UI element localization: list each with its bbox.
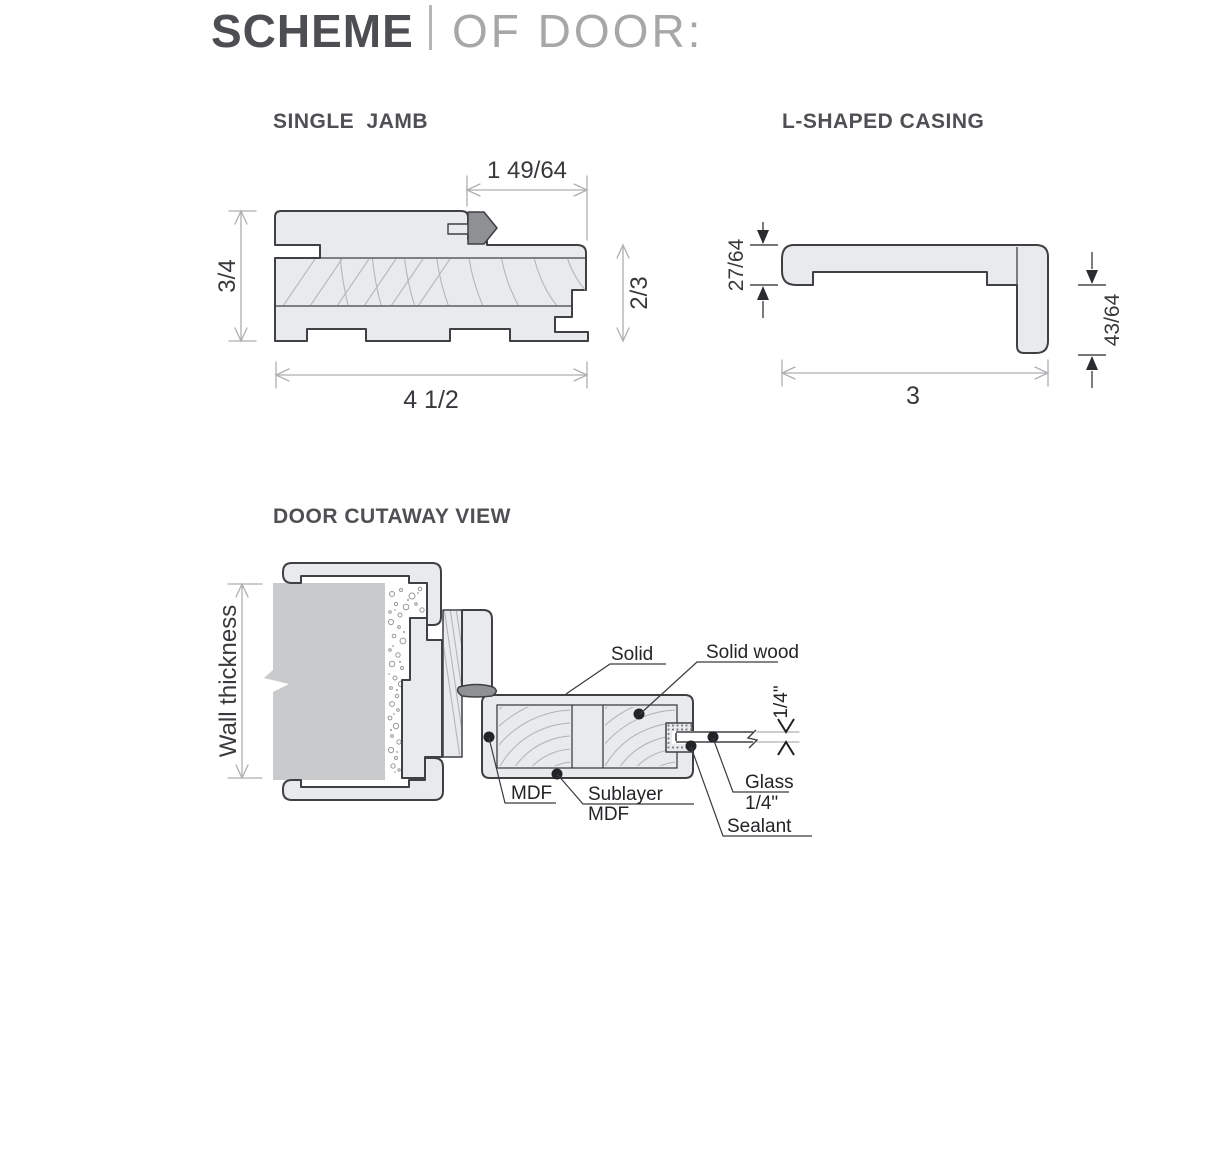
title-separator-bar xyxy=(429,5,432,50)
casing-dim-bottom xyxy=(782,360,1048,410)
l-casing-profile xyxy=(782,245,1048,353)
label-glass-line2: 1/4" xyxy=(745,793,779,814)
jamb-dim-bottom-value: 4 1/2 xyxy=(403,386,459,414)
casing-dim-left-value: 27/64 xyxy=(725,238,748,292)
label-sublayer-line2: MDF xyxy=(588,804,630,825)
page-title-primary: SCHEME xyxy=(211,5,414,57)
solid-wood-anchor-dot xyxy=(634,709,645,720)
single-jamb-heading: SINGLE JAMB xyxy=(273,110,429,133)
jamb-dim-right-value: 2/3 xyxy=(626,276,653,310)
wall-block xyxy=(264,583,385,780)
casing-dim-right xyxy=(1078,252,1124,388)
mdf-anchor-dot xyxy=(484,732,495,743)
l-casing-section xyxy=(725,110,1124,410)
sealant-anchor-dot xyxy=(686,741,697,752)
wall-thickness-dim xyxy=(215,584,262,778)
label-sublayer-line1: Sublayer xyxy=(588,784,663,805)
label-solid-wood: Solid wood xyxy=(706,642,799,663)
casing-dim-left xyxy=(725,222,778,318)
label-mdf: MDF xyxy=(511,783,553,804)
casing-dim-bottom-value: 3 xyxy=(906,382,920,410)
cutaway-section xyxy=(215,505,812,932)
jamb-seal xyxy=(468,212,497,244)
jamb-dim-top-value: 1 49/64 xyxy=(486,157,568,184)
jamb-body xyxy=(402,618,442,778)
seal-groove-tab xyxy=(448,224,470,234)
cutaway-heading: DOOR CUTAWAY VIEW xyxy=(273,505,511,528)
jamb-dim-left-value: 3/4 xyxy=(214,259,241,293)
casing-dim-right-value: 43/64 xyxy=(1101,293,1124,347)
weatherstrip-seal xyxy=(458,685,497,698)
label-glass-line1: Glass xyxy=(745,772,794,793)
jamb-dim-left xyxy=(214,211,256,341)
label-sealant: Sealant xyxy=(727,816,792,837)
glass-gap-dim xyxy=(757,685,799,755)
single-jamb-profile xyxy=(275,211,588,341)
wall-thickness-label: Wall thickness xyxy=(215,604,242,758)
page-title xyxy=(211,5,703,57)
jamb-dim-right xyxy=(617,245,653,341)
jamb-dim-bottom xyxy=(276,362,587,414)
label-solid: Solid xyxy=(611,644,654,665)
l-casing-heading: L-SHAPED CASING xyxy=(782,110,985,133)
glass-gap-value: 1/4" xyxy=(771,685,792,719)
glass-anchor-dot xyxy=(708,732,719,743)
door-stop xyxy=(462,610,492,687)
page-title-secondary: OF DOOR: xyxy=(452,5,704,57)
